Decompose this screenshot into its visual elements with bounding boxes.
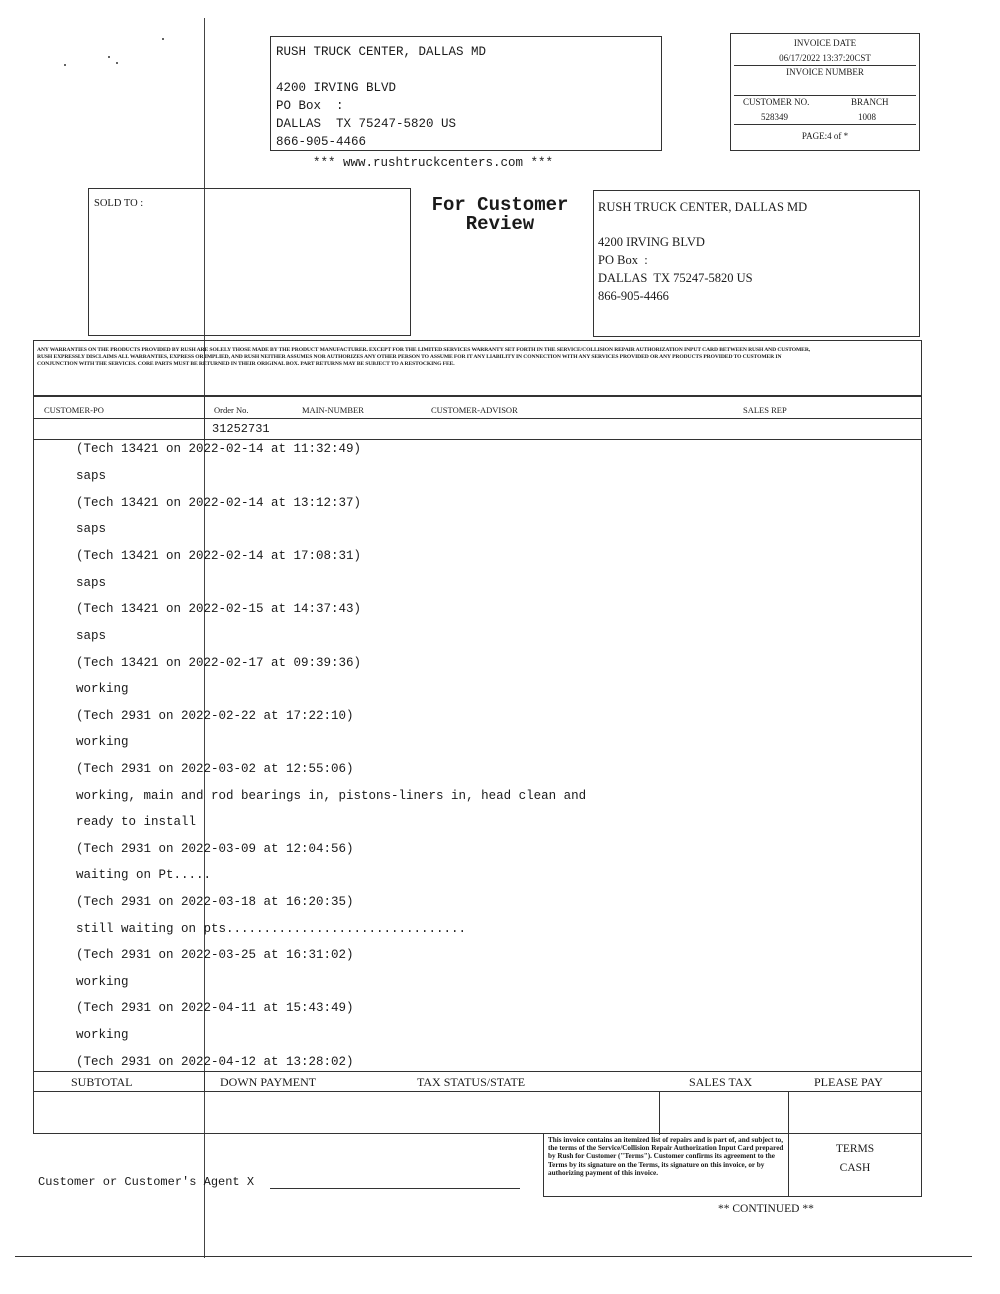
signature-label: Customer or Customer's Agent X [38, 1175, 255, 1189]
dealer-city: DALLAS TX 75247-5820 US [276, 117, 457, 131]
customer-advisor-header: CUSTOMER-ADVISOR [431, 405, 518, 415]
note-line: ready to install [76, 815, 197, 829]
technician-notes [33, 440, 922, 1072]
ship-from-address-box [593, 190, 920, 337]
order-header-table [33, 396, 922, 440]
signature-line[interactable] [270, 1188, 520, 1189]
note-line: working [76, 975, 129, 989]
note-line: (Tech 2931 on 2022-03-09 at 12:04:56) [76, 842, 354, 856]
note-line: (Tech 13421 on 2022-02-15 at 14:37:43) [76, 602, 362, 616]
order-no-header: Order No. [214, 405, 249, 415]
terms-agreement-text: This invoice contains an itemized list of repairs and is part of, and subject to, the terms of the Service/Collision Repair Authorization Input Card prepared by Rush for Customer ("Terms"). Customer confirms its agreement to the Terms by its signature on the Terms, its signature on this invoice, or by authorizing payment of this invoice. [543, 1134, 790, 1197]
scan-speck [64, 64, 66, 66]
dealer-street: 4200 IRVING BLVD [276, 81, 397, 95]
note-line: waiting on Pt..... [76, 868, 212, 882]
ship-from-city: DALLAS TX 75247-5820 US [598, 271, 753, 285]
order-number-value: 31252731 [212, 422, 270, 436]
branch-value: 1008 [858, 112, 876, 122]
warranty-line: ANY WARRANTIES ON THE PRODUCTS PROVIDED BY RUSH ARE SOLELY THOSE MADE BY THE PRODUCT MANUFACTURER. EXCEPT FOR THE LIMITED SERVICES WARRANTY SET FORTH IN THE SERVICE/COLLISION REPAIR AUTHORIZATION INPUT CARD BETWEEN RUSH AND CUSTOMER, [37, 347, 811, 353]
customer-no-label: CUSTOMER NO. [743, 97, 810, 107]
terms-label: TERMS [835, 1143, 875, 1155]
ship-from-street: 4200 IRVING BLVD [598, 235, 705, 249]
invoice-info-box [730, 33, 920, 151]
dealer-phone: 866-905-4466 [276, 135, 367, 149]
note-line: (Tech 2931 on 2022-03-18 at 16:20:35) [76, 895, 354, 909]
invoice-date-value: 06/17/2022 13:37:20CST [779, 53, 871, 63]
invoice-number-label: INVOICE NUMBER [786, 67, 864, 77]
please-pay-label: PLEASE PAY [814, 1075, 883, 1089]
sold-to-label: SOLD TO : [94, 198, 144, 209]
warranty-line: CONJUNCTION WITH THE SERVICES. CORE PARTS MUST BE RETURNED IN THEIR ORIGINAL BOX. PART RETURNS MAY BE SUBJECT TO A RESTOCKING FEE. [37, 361, 455, 367]
dealer-name: RUSH TRUCK CENTER, DALLAS MD [276, 45, 487, 59]
note-line: saps [76, 469, 107, 483]
ship-from-phone: 866-905-4466 [598, 289, 669, 303]
note-line: (Tech 13421 on 2022-02-14 at 17:08:31) [76, 549, 362, 563]
page-number: PAGE:4 of * [801, 131, 849, 141]
note-line: saps [76, 576, 107, 590]
review-stamp-line2: Review [465, 213, 535, 235]
note-line: saps [76, 522, 107, 536]
scan-speck [108, 56, 110, 58]
note-line: (Tech 2931 on 2022-02-22 at 17:22:10) [76, 709, 354, 723]
warranty-line: RUSH EXPRESSLY DISCLAIMS ALL WARRANTIES, EXPRESS OR IMPLIED, AND RUSH NEITHER ASSUMES NOR AUTHORIZES ANY OTHER PERSON TO ASSUME FOR IT ANY LIABILITY IN CONNECTION WITH ANY SERVICES PROVIDED OR ANY PRODUCTS PROVIDED TO CUSTOMER IN [37, 354, 782, 360]
note-line: working [76, 735, 129, 749]
website-text: *** www.rushtruckcenters.com *** [313, 156, 554, 170]
note-line: (Tech 2931 on 2022-03-02 at 12:55:06) [76, 762, 354, 776]
payment-terms-box [788, 1134, 922, 1197]
scan-speck [116, 62, 118, 64]
customer-po-header: CUSTOMER-PO [44, 405, 104, 415]
totals-table [33, 1071, 922, 1134]
tax-status-label: TAX STATUS/STATE [417, 1075, 526, 1089]
bottom-rule [15, 1256, 972, 1257]
sales-tax-label: SALES TAX [689, 1075, 753, 1089]
ship-from-name: RUSH TRUCK CENTER, DALLAS MD [598, 200, 808, 214]
for-customer-review-stamp [415, 196, 585, 234]
note-line: working [76, 1028, 129, 1042]
note-line: still waiting on pts................................ [76, 922, 467, 936]
branch-label: BRANCH [851, 97, 889, 107]
invoice-date-label: INVOICE DATE [793, 38, 857, 48]
note-line: (Tech 2931 on 2022-04-11 at 15:43:49) [76, 1001, 354, 1015]
warranty-disclaimer [33, 340, 922, 396]
note-line: (Tech 13421 on 2022-02-14 at 13:12:37) [76, 496, 362, 510]
subtotal-label: SUBTOTAL [71, 1075, 133, 1089]
customer-no-value: 528349 [761, 112, 788, 122]
dealer-address-box [270, 36, 662, 151]
scan-speck [162, 38, 164, 40]
ship-from-po-box: PO Box : [598, 253, 648, 267]
review-stamp-line1: For Customer [431, 194, 569, 216]
down-payment-label: DOWN PAYMENT [220, 1075, 317, 1089]
sales-rep-header: SALES REP [743, 405, 787, 415]
note-line: (Tech 2931 on 2022-04-12 at 13:28:02) [76, 1055, 354, 1069]
note-line: working, main and rod bearings in, pistons-liners in, head clean and [76, 789, 587, 803]
dealer-po-box: PO Box : [276, 99, 344, 113]
continued-notice: ** CONTINUED ** [718, 1203, 814, 1215]
main-number-header: MAIN-NUMBER [302, 405, 364, 415]
note-line: (Tech 2931 on 2022-03-25 at 16:31:02) [76, 948, 354, 962]
terms-value: CASH [839, 1162, 871, 1174]
note-line: (Tech 13421 on 2022-02-17 at 09:39:36) [76, 656, 362, 670]
note-line: (Tech 13421 on 2022-02-14 at 11:32:49) [76, 442, 362, 456]
note-line: working [76, 682, 129, 696]
sold-to-box [88, 188, 411, 336]
note-line: saps [76, 629, 107, 643]
